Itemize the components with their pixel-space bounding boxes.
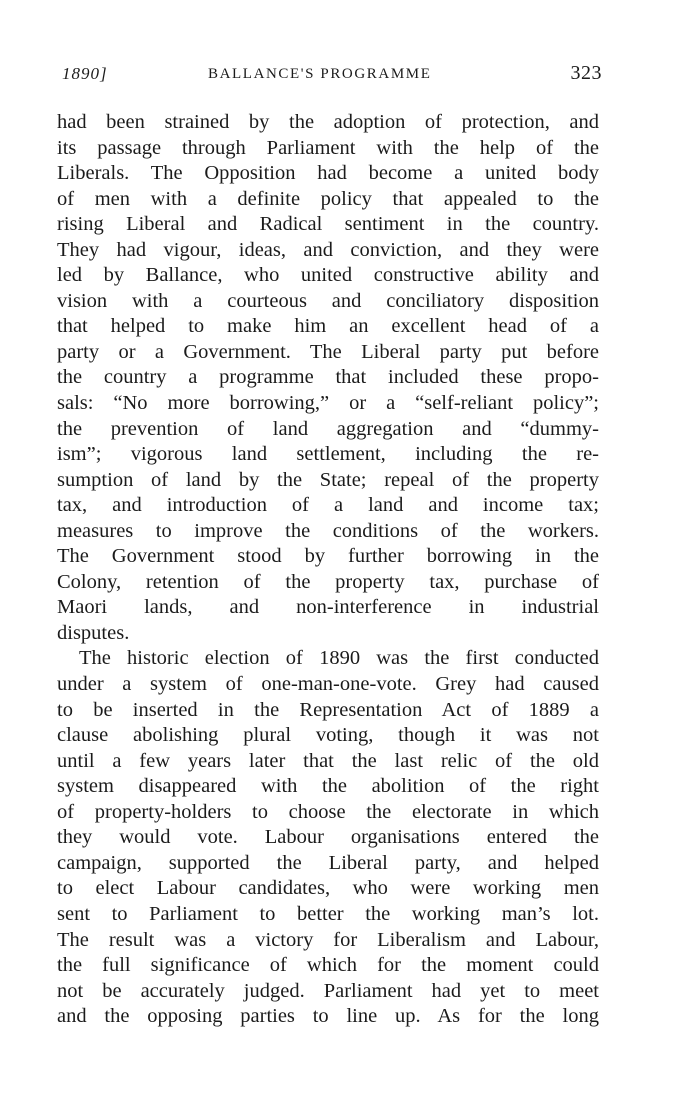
text-line: to be inserted in the Representation Act of 1889 a [57,698,599,721]
text-line: clause abolishing plural voting, though it was not [57,724,599,747]
text-line: Colony, retention of the property tax, purchase of [57,570,599,593]
text-line: under a system of one-man-one-vote. Grey had caused [57,673,599,696]
running-head-title: BALLANCE'S PROGRAMME [208,66,432,82]
text-line: the full significance of which for the moment could [57,954,599,977]
text-line: the prevention of land aggregation and “dummy- [57,417,599,440]
text-line: party or a Government. The Liberal party put before [57,340,599,363]
paragraph-end-line: disputes. [57,621,130,644]
text-line: system disappeared with the abolition of the right [57,775,599,798]
text-line: Liberals. The Opposition had become a united body [57,162,599,185]
text-line: campaign, supported the Liberal party, and helped [57,851,599,874]
page-number: 323 [570,62,602,84]
running-head [62,62,602,88]
text-line: until a few years later that the last relic of the old [57,749,599,772]
text-line: The Government stood by further borrowing in the [57,545,599,568]
text-line: not be accurately judged. Parliament had yet to meet [57,979,599,1002]
text-line: its passage through Parliament with the help of the [57,136,599,159]
text-line: sumption of land by the State; repeal of the property [57,468,599,491]
text-line: tax, and introduction of a land and income tax; [57,494,599,517]
text-line: ism”; vigorous land settlement, including the re- [57,443,599,466]
text-line: sals: “No more borrowing,” or a “self-reliant policy”; [57,392,599,415]
text-line: led by Ballance, who united constructive ability and [57,264,599,287]
text-line: rising Liberal and Radical sentiment in the country. [57,213,599,236]
text-line: The result was a victory for Liberalism and Labour, [57,928,599,951]
text-line: and the opposing parties to line up. As for the long [57,1005,599,1028]
text-line: measures to improve the conditions of the workers. [57,519,599,542]
text-line: sent to Parliament to better the working man’s lot. [57,902,599,925]
text-line: vision with a courteous and conciliatory disposition [57,289,599,312]
text-line: They had vigour, ideas, and conviction, and they were [57,238,599,261]
text-line: had been strained by the adoption of protection, and [57,111,599,133]
running-head-year: 1890] [62,64,108,83]
paragraph-first-line: The historic election of 1890 was the first conducted [79,647,599,670]
text-line: they would vote. Labour organisations entered the [57,826,599,849]
text-line: the country a programme that included these propo- [57,366,599,389]
text-line: of property-holders to choose the electorate in which [57,800,599,823]
text-line: of men with a definite policy that appealed to the [57,187,599,210]
text-line: Maori lands, and non-interference in industrial [57,596,599,619]
body-text [57,110,599,1030]
text-line: to elect Labour candidates, who were working men [57,877,599,900]
text-line: that helped to make him an excellent head of a [57,315,599,338]
